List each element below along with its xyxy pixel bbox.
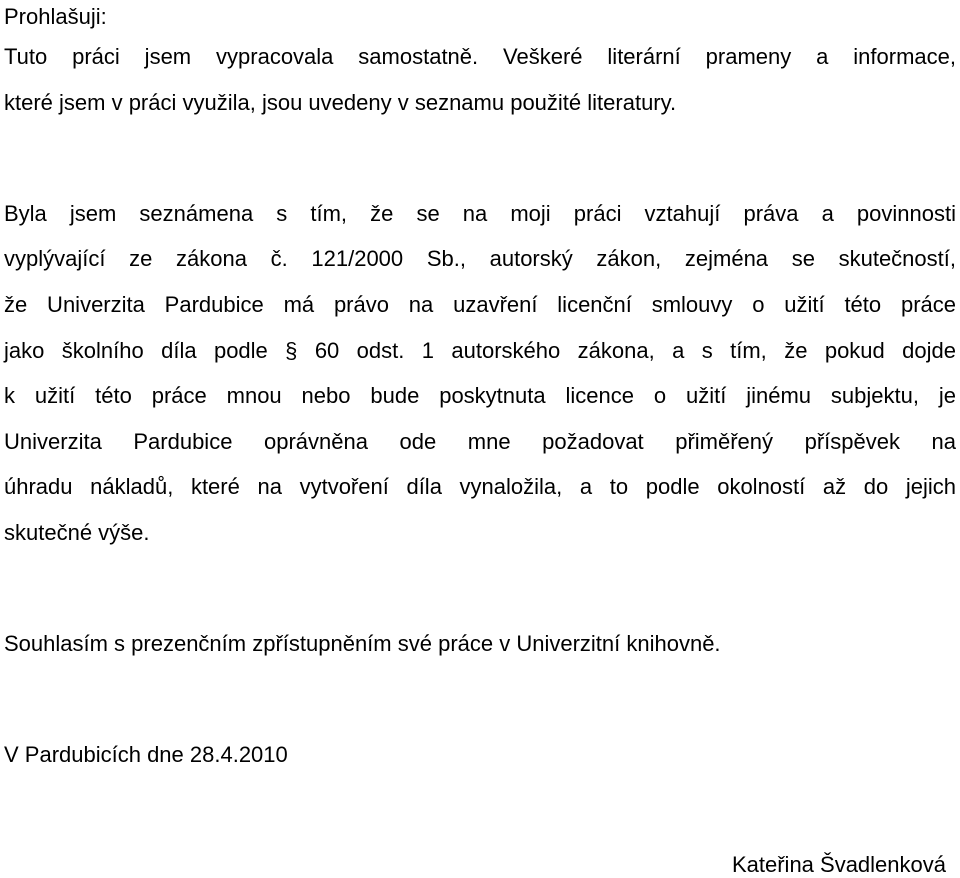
heading: Prohlašuji: xyxy=(4,4,107,29)
paragraph-line: jako školního díla podle § 60 odst. 1 autorského zákona, a s tím, že pokud dojde xyxy=(4,338,956,363)
author-signature-name: Kateřina Švadlenková xyxy=(731,852,946,877)
paragraph-line: úhradu nákladů, které na vytvoření díla vynaložila, a to podle okolností až do jejich xyxy=(4,474,956,499)
paragraph-line: Univerzita Pardubice oprávněna ode mne požadovat přiměřený příspěvek na xyxy=(4,429,956,454)
paragraph-line: vyplývající ze zákona č. 121/2000 Sb., autorský zákon, zejména se skutečností, xyxy=(4,246,956,271)
place-and-date: V Pardubicích dne 28.4.2010 xyxy=(4,742,288,767)
paragraph-line: které jsem v práci využila, jsou uvedeny v seznamu použité literatury. xyxy=(4,90,677,115)
paragraph-line: skutečné výše. xyxy=(4,520,150,545)
paragraph-line: že Univerzita Pardubice má právo na uzavření licenční smlouvy o užití této práce xyxy=(4,292,956,317)
declaration-page xyxy=(4,0,956,876)
paragraph-line: Tuto práci jsem vypracovala samostatně. Veškeré literární prameny a informace, xyxy=(4,44,956,69)
paragraph-library-consent: Souhlasím s prezenčním zpřístupněním své práce v Univerzitní knihovně. xyxy=(4,631,721,656)
paragraph-line: Byla jsem seznámena s tím, že se na moji práci vztahují práva a povinnosti xyxy=(4,201,956,226)
paragraph-line: k užití této práce mnou nebo bude poskytnuta licence o užití jinému subjektu, je xyxy=(4,383,956,408)
